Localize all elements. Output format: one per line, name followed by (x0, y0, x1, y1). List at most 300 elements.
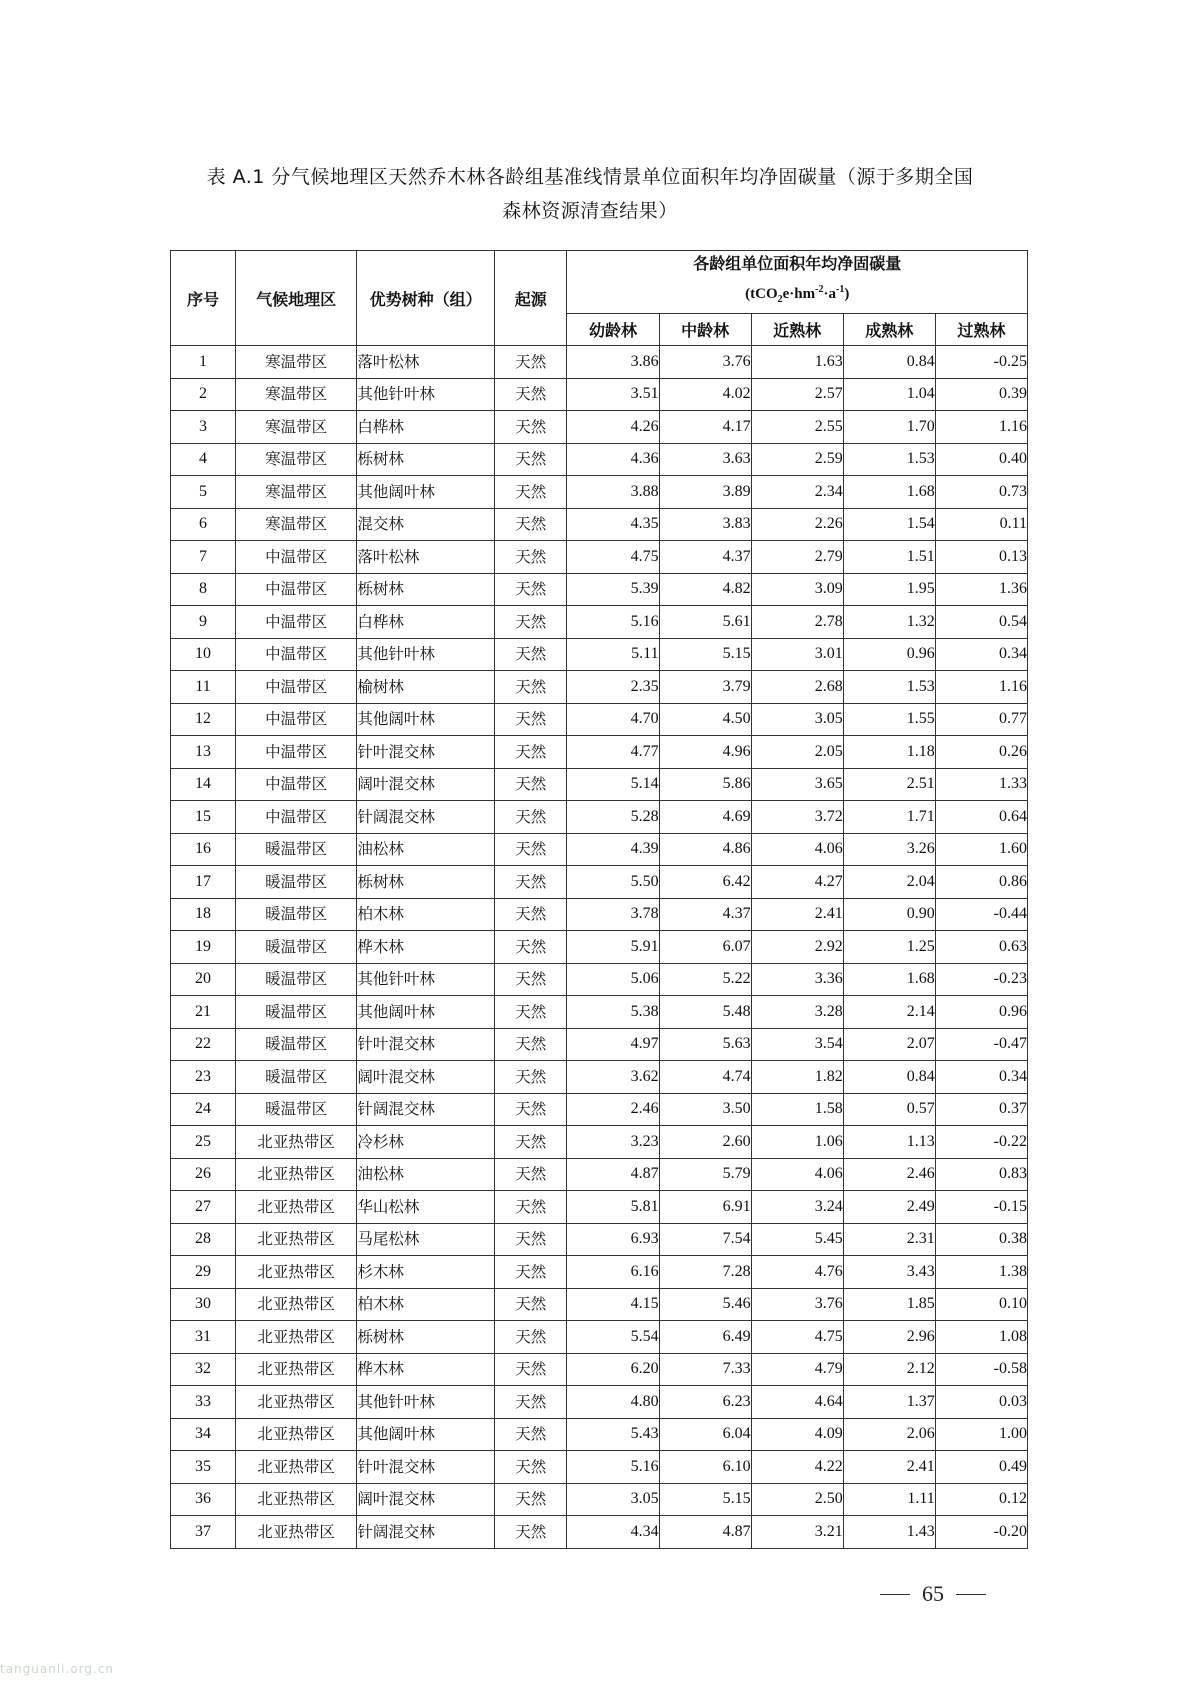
value-mature: 2.06 (843, 1418, 935, 1451)
row-index: 4 (171, 443, 236, 476)
value-mature: 1.37 (843, 1386, 935, 1419)
value-middle: 5.61 (659, 606, 751, 639)
row-species: 马尾松林 (357, 1223, 495, 1256)
value-middle: 6.07 (659, 931, 751, 964)
value-middle: 4.87 (659, 1516, 751, 1549)
row-origin: 天然 (494, 476, 567, 509)
value-mature: 3.43 (843, 1256, 935, 1289)
header-age-mature: 成熟林 (843, 314, 935, 346)
value-over-mature: 0.86 (935, 866, 1027, 899)
value-near-mature: 1.63 (751, 346, 843, 379)
value-over-mature: 0.64 (935, 801, 1027, 834)
row-index: 6 (171, 508, 236, 541)
value-over-mature: -0.23 (935, 963, 1027, 996)
table-row (171, 703, 1028, 736)
row-species: 华山松林 (357, 1191, 495, 1224)
row-index: 3 (171, 411, 236, 444)
row-origin: 天然 (494, 768, 567, 801)
row-index: 17 (171, 866, 236, 899)
table-row (171, 736, 1028, 769)
value-over-mature: -0.58 (935, 1353, 1027, 1386)
table-row (171, 1223, 1028, 1256)
value-young: 4.35 (567, 508, 659, 541)
value-mature: 1.68 (843, 476, 935, 509)
value-mature: 0.84 (843, 1061, 935, 1094)
row-index: 35 (171, 1451, 236, 1484)
value-near-mature: 4.09 (751, 1418, 843, 1451)
value-over-mature: -0.44 (935, 898, 1027, 931)
value-middle: 4.17 (659, 411, 751, 444)
value-middle: 3.79 (659, 671, 751, 704)
value-near-mature: 3.01 (751, 638, 843, 671)
value-mature: 2.07 (843, 1028, 935, 1061)
value-over-mature: 1.16 (935, 411, 1027, 444)
table-row (171, 638, 1028, 671)
row-zone: 中温带区 (236, 801, 357, 834)
value-near-mature: 4.27 (751, 866, 843, 899)
row-origin: 天然 (494, 606, 567, 639)
row-species: 桦木林 (357, 1353, 495, 1386)
table-row (171, 1516, 1028, 1549)
row-origin: 天然 (494, 1516, 567, 1549)
row-origin: 天然 (494, 1028, 567, 1061)
table-row (171, 963, 1028, 996)
value-near-mature: 3.54 (751, 1028, 843, 1061)
value-mature: 1.43 (843, 1516, 935, 1549)
value-middle: 4.86 (659, 833, 751, 866)
value-mature: 1.95 (843, 573, 935, 606)
value-near-mature: 4.79 (751, 1353, 843, 1386)
page-number-dash-right (956, 1594, 986, 1595)
row-species: 柏木林 (357, 1288, 495, 1321)
row-zone: 中温带区 (236, 703, 357, 736)
row-origin: 天然 (494, 931, 567, 964)
table-row (171, 866, 1028, 899)
value-near-mature: 4.76 (751, 1256, 843, 1289)
table-row (171, 1191, 1028, 1224)
row-zone: 暖温带区 (236, 1061, 357, 1094)
row-origin: 天然 (494, 638, 567, 671)
value-near-mature: 2.57 (751, 378, 843, 411)
value-middle: 3.89 (659, 476, 751, 509)
carbon-sequestration-table (170, 250, 1028, 1549)
value-near-mature: 3.21 (751, 1516, 843, 1549)
value-mature: 2.96 (843, 1321, 935, 1354)
row-index: 9 (171, 606, 236, 639)
row-species: 油松林 (357, 833, 495, 866)
value-near-mature: 3.76 (751, 1288, 843, 1321)
value-mature: 1.71 (843, 801, 935, 834)
value-young: 3.51 (567, 378, 659, 411)
value-middle: 6.23 (659, 1386, 751, 1419)
table-caption (150, 160, 1030, 228)
table-row (171, 1321, 1028, 1354)
header-age-over-mature: 过熟林 (935, 314, 1027, 346)
value-near-mature: 1.58 (751, 1093, 843, 1126)
value-mature: 1.85 (843, 1288, 935, 1321)
header-index: 序号 (171, 251, 236, 346)
value-young: 4.75 (567, 541, 659, 574)
row-index: 23 (171, 1061, 236, 1094)
value-middle: 5.46 (659, 1288, 751, 1321)
value-over-mature: 0.11 (935, 508, 1027, 541)
row-zone: 寒温带区 (236, 443, 357, 476)
row-zone: 寒温带区 (236, 476, 357, 509)
value-middle: 6.91 (659, 1191, 751, 1224)
row-species: 栎树林 (357, 1321, 495, 1354)
value-over-mature: 0.49 (935, 1451, 1027, 1484)
value-over-mature: 0.38 (935, 1223, 1027, 1256)
table-row (171, 768, 1028, 801)
value-middle: 6.42 (659, 866, 751, 899)
value-mature: 2.31 (843, 1223, 935, 1256)
row-species: 针阔混交林 (357, 801, 495, 834)
table-row (171, 1126, 1028, 1159)
row-origin: 天然 (494, 898, 567, 931)
row-zone: 北亚热带区 (236, 1158, 357, 1191)
table-row (171, 996, 1028, 1029)
value-mature: 1.54 (843, 508, 935, 541)
table-row (171, 1288, 1028, 1321)
row-index: 14 (171, 768, 236, 801)
value-over-mature: 1.33 (935, 768, 1027, 801)
value-over-mature: 0.83 (935, 1158, 1027, 1191)
table-row (171, 1061, 1028, 1094)
row-origin: 天然 (494, 1321, 567, 1354)
header-origin: 起源 (494, 251, 567, 346)
row-zone: 北亚热带区 (236, 1386, 357, 1419)
value-over-mature: 0.34 (935, 1061, 1027, 1094)
value-middle: 4.50 (659, 703, 751, 736)
row-index: 10 (171, 638, 236, 671)
header-age-young: 幼龄林 (567, 314, 659, 346)
row-zone: 暖温带区 (236, 1093, 357, 1126)
row-species: 其他针叶林 (357, 638, 495, 671)
value-young: 4.34 (567, 1516, 659, 1549)
value-over-mature: 0.96 (935, 996, 1027, 1029)
value-near-mature: 2.41 (751, 898, 843, 931)
value-young: 2.35 (567, 671, 659, 704)
value-over-mature: 1.08 (935, 1321, 1027, 1354)
row-species: 针阔混交林 (357, 1516, 495, 1549)
value-near-mature: 1.06 (751, 1126, 843, 1159)
table-row (171, 508, 1028, 541)
value-near-mature: 3.72 (751, 801, 843, 834)
row-species: 其他阔叶林 (357, 703, 495, 736)
value-mature: 1.04 (843, 378, 935, 411)
value-near-mature: 4.06 (751, 833, 843, 866)
row-index: 27 (171, 1191, 236, 1224)
value-near-mature: 2.55 (751, 411, 843, 444)
value-young: 5.11 (567, 638, 659, 671)
header-zone: 气候地理区 (236, 251, 357, 346)
value-near-mature: 4.64 (751, 1386, 843, 1419)
row-index: 32 (171, 1353, 236, 1386)
value-middle: 6.04 (659, 1418, 751, 1451)
row-origin: 天然 (494, 671, 567, 704)
row-origin: 天然 (494, 1126, 567, 1159)
value-mature: 1.68 (843, 963, 935, 996)
value-near-mature: 2.50 (751, 1483, 843, 1516)
value-near-mature: 3.05 (751, 703, 843, 736)
value-over-mature: 0.77 (935, 703, 1027, 736)
row-origin: 天然 (494, 573, 567, 606)
row-zone: 寒温带区 (236, 411, 357, 444)
row-index: 18 (171, 898, 236, 931)
table-row (171, 573, 1028, 606)
row-zone: 暖温带区 (236, 833, 357, 866)
value-young: 5.06 (567, 963, 659, 996)
row-species: 柏木林 (357, 898, 495, 931)
value-young: 3.23 (567, 1126, 659, 1159)
value-over-mature: -0.20 (935, 1516, 1027, 1549)
value-over-mature: -0.15 (935, 1191, 1027, 1224)
value-mature: 2.12 (843, 1353, 935, 1386)
value-young: 4.26 (567, 411, 659, 444)
value-young: 5.50 (567, 866, 659, 899)
value-young: 4.87 (567, 1158, 659, 1191)
value-young: 5.91 (567, 931, 659, 964)
row-zone: 中温带区 (236, 736, 357, 769)
row-zone: 中温带区 (236, 541, 357, 574)
value-young: 5.14 (567, 768, 659, 801)
value-mature: 2.49 (843, 1191, 935, 1224)
row-species: 落叶松林 (357, 346, 495, 379)
row-zone: 暖温带区 (236, 866, 357, 899)
row-index: 21 (171, 996, 236, 1029)
row-species: 榆树林 (357, 671, 495, 704)
table-row (171, 541, 1028, 574)
table-row (171, 606, 1028, 639)
row-species: 栎树林 (357, 866, 495, 899)
value-mature: 0.84 (843, 346, 935, 379)
value-middle: 5.22 (659, 963, 751, 996)
caption-line-1: 表 A.1 分气候地理区天然乔木林各龄组基准线情景单位面积年均净固碳量（源于多期全国 (206, 166, 974, 188)
value-middle: 3.50 (659, 1093, 751, 1126)
table-row (171, 1158, 1028, 1191)
row-species: 油松林 (357, 1158, 495, 1191)
value-middle: 4.82 (659, 573, 751, 606)
row-species: 白桦林 (357, 411, 495, 444)
value-near-mature: 3.24 (751, 1191, 843, 1224)
header-species: 优势树种（组） (357, 251, 495, 346)
value-near-mature: 5.45 (751, 1223, 843, 1256)
row-origin: 天然 (494, 1158, 567, 1191)
value-over-mature: -0.25 (935, 346, 1027, 379)
row-zone: 北亚热带区 (236, 1418, 357, 1451)
value-mature: 1.55 (843, 703, 935, 736)
value-mature: 1.51 (843, 541, 935, 574)
value-middle: 5.79 (659, 1158, 751, 1191)
value-middle: 7.28 (659, 1256, 751, 1289)
value-middle: 4.37 (659, 898, 751, 931)
header-group-title: 各龄组单位面积年均净固碳量 (693, 254, 902, 273)
value-middle: 7.54 (659, 1223, 751, 1256)
row-origin: 天然 (494, 833, 567, 866)
value-over-mature: 1.36 (935, 573, 1027, 606)
value-near-mature: 2.79 (751, 541, 843, 574)
table-row (171, 1386, 1028, 1419)
value-near-mature: 2.05 (751, 736, 843, 769)
row-index: 19 (171, 931, 236, 964)
value-mature: 1.53 (843, 671, 935, 704)
row-zone: 北亚热带区 (236, 1516, 357, 1549)
watermark: tanguanli.org.cn (0, 1662, 115, 1676)
row-zone: 暖温带区 (236, 931, 357, 964)
row-origin: 天然 (494, 378, 567, 411)
row-origin: 天然 (494, 996, 567, 1029)
row-index: 20 (171, 963, 236, 996)
row-index: 8 (171, 573, 236, 606)
value-young: 6.93 (567, 1223, 659, 1256)
value-over-mature: 1.00 (935, 1418, 1027, 1451)
row-index: 33 (171, 1386, 236, 1419)
row-origin: 天然 (494, 1223, 567, 1256)
table-row (171, 411, 1028, 444)
row-origin: 天然 (494, 1353, 567, 1386)
value-mature: 0.90 (843, 898, 935, 931)
row-species: 栎树林 (357, 443, 495, 476)
table-row (171, 1093, 1028, 1126)
value-middle: 4.37 (659, 541, 751, 574)
value-young: 4.70 (567, 703, 659, 736)
row-zone: 寒温带区 (236, 378, 357, 411)
row-index: 1 (171, 346, 236, 379)
table-row (171, 476, 1028, 509)
value-over-mature: 0.37 (935, 1093, 1027, 1126)
table-row (171, 1483, 1028, 1516)
row-index: 7 (171, 541, 236, 574)
value-over-mature: -0.22 (935, 1126, 1027, 1159)
value-near-mature: 4.22 (751, 1451, 843, 1484)
row-zone: 暖温带区 (236, 996, 357, 1029)
value-young: 4.77 (567, 736, 659, 769)
row-origin: 天然 (494, 801, 567, 834)
row-index: 16 (171, 833, 236, 866)
row-origin: 天然 (494, 1256, 567, 1289)
value-over-mature: 0.13 (935, 541, 1027, 574)
value-near-mature: 3.28 (751, 996, 843, 1029)
value-middle: 3.76 (659, 346, 751, 379)
table-row (171, 801, 1028, 834)
table-row (171, 931, 1028, 964)
row-index: 28 (171, 1223, 236, 1256)
value-over-mature: 0.03 (935, 1386, 1027, 1419)
header-age-near-mature: 近熟林 (751, 314, 843, 346)
page-number (880, 1581, 986, 1607)
value-middle: 4.96 (659, 736, 751, 769)
page-number-dash-left (880, 1594, 910, 1595)
value-young: 5.28 (567, 801, 659, 834)
row-zone: 北亚热带区 (236, 1223, 357, 1256)
row-origin: 天然 (494, 1418, 567, 1451)
row-index: 13 (171, 736, 236, 769)
row-zone: 暖温带区 (236, 898, 357, 931)
table-row (171, 1353, 1028, 1386)
row-zone: 北亚热带区 (236, 1483, 357, 1516)
table-row (171, 443, 1028, 476)
value-young: 5.16 (567, 606, 659, 639)
value-over-mature: 0.63 (935, 931, 1027, 964)
row-zone: 中温带区 (236, 768, 357, 801)
value-middle: 5.15 (659, 638, 751, 671)
value-near-mature: 2.59 (751, 443, 843, 476)
row-index: 24 (171, 1093, 236, 1126)
table-row (171, 1418, 1028, 1451)
value-over-mature: 0.54 (935, 606, 1027, 639)
row-zone: 中温带区 (236, 638, 357, 671)
value-mature: 2.46 (843, 1158, 935, 1191)
value-young: 4.36 (567, 443, 659, 476)
row-zone: 寒温带区 (236, 346, 357, 379)
value-over-mature: -0.47 (935, 1028, 1027, 1061)
value-mature: 2.04 (843, 866, 935, 899)
row-species: 针叶混交林 (357, 1028, 495, 1061)
table-row (171, 898, 1028, 931)
row-origin: 天然 (494, 346, 567, 379)
row-zone: 北亚热带区 (236, 1256, 357, 1289)
value-mature: 0.57 (843, 1093, 935, 1126)
row-origin: 天然 (494, 703, 567, 736)
row-species: 针叶混交林 (357, 736, 495, 769)
row-index: 29 (171, 1256, 236, 1289)
value-over-mature: 1.16 (935, 671, 1027, 704)
caption-line-2: 森林资源清查结果） (502, 200, 678, 222)
value-young: 3.05 (567, 1483, 659, 1516)
table-row (171, 1256, 1028, 1289)
value-young: 6.16 (567, 1256, 659, 1289)
value-middle: 5.48 (659, 996, 751, 1029)
value-over-mature: 1.38 (935, 1256, 1027, 1289)
row-species: 其他针叶林 (357, 963, 495, 996)
value-mature: 1.32 (843, 606, 935, 639)
row-origin: 天然 (494, 736, 567, 769)
value-middle: 4.02 (659, 378, 751, 411)
row-index: 36 (171, 1483, 236, 1516)
value-over-mature: 0.39 (935, 378, 1027, 411)
row-zone: 中温带区 (236, 606, 357, 639)
row-origin: 天然 (494, 1061, 567, 1094)
row-zone: 北亚热带区 (236, 1321, 357, 1354)
value-mature: 2.14 (843, 996, 935, 1029)
row-origin: 天然 (494, 1288, 567, 1321)
value-over-mature: 0.40 (935, 443, 1027, 476)
row-index: 25 (171, 1126, 236, 1159)
row-species: 阔叶混交林 (357, 768, 495, 801)
value-young: 3.78 (567, 898, 659, 931)
value-young: 5.16 (567, 1451, 659, 1484)
value-near-mature: 2.68 (751, 671, 843, 704)
value-young: 5.39 (567, 573, 659, 606)
row-species: 杉木林 (357, 1256, 495, 1289)
value-young: 4.39 (567, 833, 659, 866)
value-mature: 1.53 (843, 443, 935, 476)
row-index: 12 (171, 703, 236, 736)
row-origin: 天然 (494, 508, 567, 541)
table-row (171, 1451, 1028, 1484)
row-species: 阔叶混交林 (357, 1061, 495, 1094)
row-species: 其他针叶林 (357, 378, 495, 411)
row-species: 针叶混交林 (357, 1451, 495, 1484)
value-near-mature: 3.09 (751, 573, 843, 606)
value-middle: 2.60 (659, 1126, 751, 1159)
value-middle: 3.63 (659, 443, 751, 476)
row-zone: 北亚热带区 (236, 1191, 357, 1224)
value-middle: 5.63 (659, 1028, 751, 1061)
value-middle: 5.86 (659, 768, 751, 801)
value-young: 5.54 (567, 1321, 659, 1354)
row-species: 阔叶混交林 (357, 1483, 495, 1516)
